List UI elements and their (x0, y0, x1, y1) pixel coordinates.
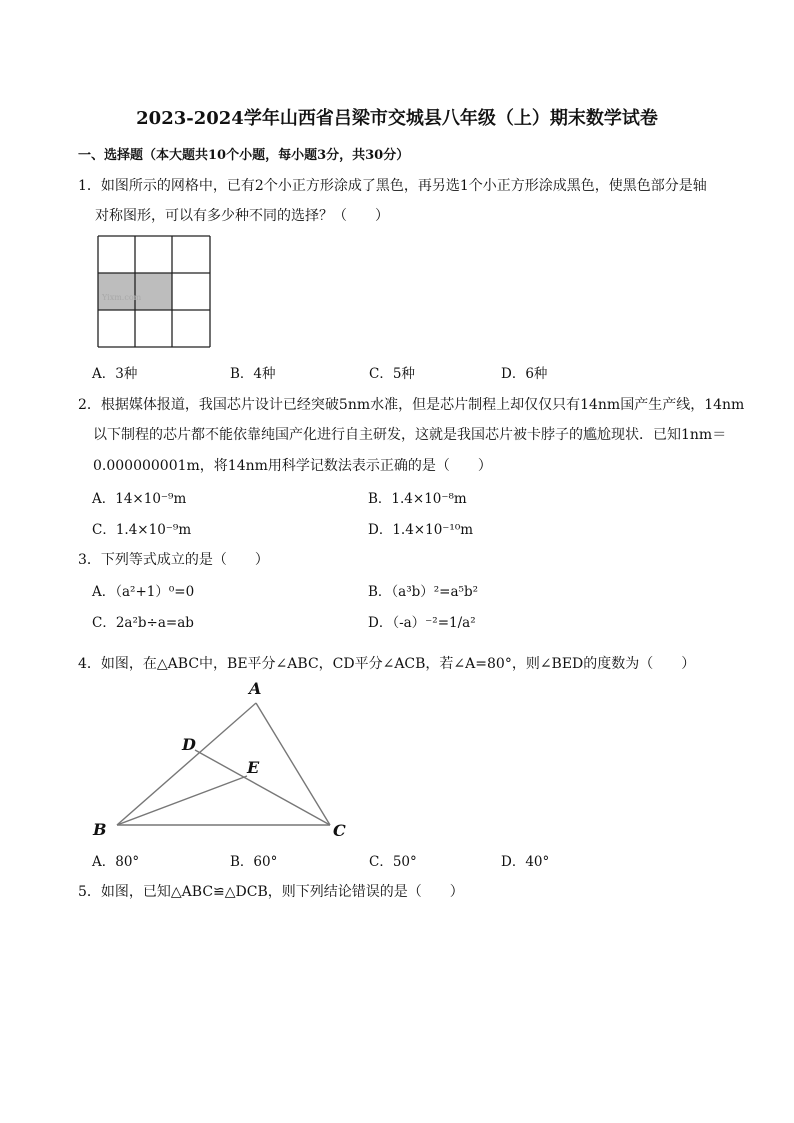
question-2-line-2: 以下制程的芯片都不能依靠纯国产化进行自主研发，这就是我国芯片被卡脖子的尴尬现状．已知1nm＝ (93, 427, 727, 443)
question-1-line-2: 对称图形，可以有多少种不同的选择？（ ） (95, 208, 389, 224)
q1-option-b: B．4种 (230, 366, 276, 382)
q1-option-d: D．6种 (501, 366, 548, 382)
q2-option-b: B．1.4×10⁻⁸m (368, 491, 467, 507)
question-2-line-1: 2．根据媒体报道，我国芯片设计已经突破5nm水准，但是芯片制程上却仅仅只有14nm国产生产线，14nm (78, 397, 745, 413)
point-label-d: D (182, 735, 196, 754)
question-1-line-1: 1．如图所示的网格中，已有2个小正方形涂成了黑色，再另选1个小正方形涂成黑色，使黑色部分是轴 (78, 178, 707, 194)
q3-option-c: C．2a²b÷a=ab (92, 615, 194, 631)
triangle-lines (117, 703, 330, 825)
q3-option-b: B．（a³b）²=a⁵b² (368, 584, 479, 600)
q3-option-d: D．（-a）⁻²=1/a² (368, 615, 476, 631)
q2-option-d: D．1.4×10⁻¹⁰m (368, 522, 474, 538)
q2-option-c: C．1.4×10⁻⁹m (92, 522, 192, 538)
vertex-label-c: C (333, 821, 346, 840)
question-1-grid-figure (96, 234, 214, 352)
vertex-label-b: B (93, 820, 107, 839)
page-title: 2023-2024学年山西省吕梁市交城县八年级（上）期末数学试卷 (136, 108, 658, 129)
question-2-line-3: 0.000000001m，将14nm用科学记数法表示正确的是（ ） (93, 458, 492, 474)
question-5-stem: 5．如图，已知△ABC≌△DCB，则下列结论错误的是（ ） (78, 884, 464, 900)
q3-option-a: A．（a²+1）⁰=0 (92, 584, 195, 600)
q4-option-b: B．60° (230, 854, 278, 870)
q4-option-a: A．80° (92, 854, 140, 870)
question-4-triangle-figure (90, 676, 360, 844)
question-4-stem: 4．如图，在△ABC中，BE平分∠ABC，CD平分∠ACB，若∠A=80°，则∠BED的度数为（ ） (78, 656, 696, 672)
point-label-e: E (247, 758, 260, 777)
q2-option-a: A．14×10⁻⁹m (92, 491, 187, 507)
section-heading: 一、选择题（本大题共10个小题，每小题3分，共30分） (78, 148, 410, 163)
q1-option-a: A．3种 (92, 366, 138, 382)
question-3-stem: 3．下列等式成立的是（ ） (78, 552, 269, 568)
vertex-label-a: A (249, 679, 262, 698)
q1-option-c: C．5种 (369, 366, 415, 382)
q4-option-d: D．40° (501, 854, 550, 870)
grid-watermark: Yixm.com (102, 293, 142, 302)
q4-option-c: C．50° (369, 854, 417, 870)
